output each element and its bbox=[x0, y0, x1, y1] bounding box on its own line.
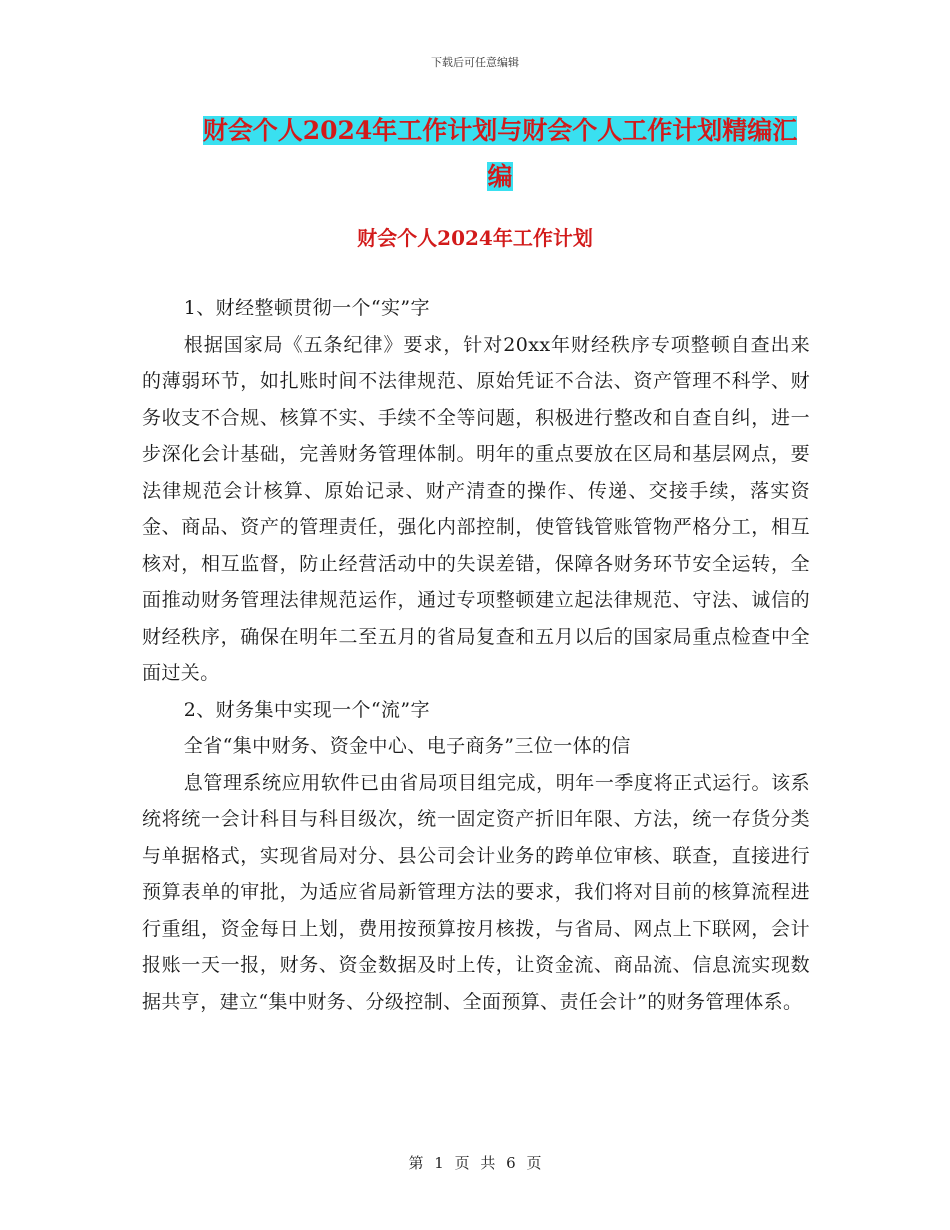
paragraph: 息管理系统应用软件已由省局项目组完成，明年一季度将正式运行。该系统将统一会计科目与科目级次，统一固定资产折旧年限、方法，统一存货分类与单据格式，实现省局对分、县公司会计业务的跨单位审核、联查，直接进行预算表单的审批，为适应省局新管理方法的要求，我们将对目前的核算流程进行重组，资金每日上划，费用按预算按月核拨，与省局、网点上下联网，会计报账一天一报，财务、资金数据及时上传，让资金流、商品流、信息流实现数据共亨，建立“集中财务、分级控制、全面预算、责任会计”的财务管理体系。 bbox=[142, 771, 810, 1013]
section-title: 财会个人2024年工作计划 bbox=[357, 226, 593, 250]
paragraph-heading-2: 2、财务集中实现一个“流”字 bbox=[183, 698, 430, 721]
paragraph-heading-1: 1、财经整顿贯彻一个“实”字 bbox=[183, 297, 430, 319]
body-text bbox=[142, 290, 810, 1020]
page-footer: 第 1 页 共 6 页 bbox=[408, 1154, 542, 1172]
title-line-1: 财会个人2024年工作计划与财会个人工作计划精编汇 bbox=[202, 116, 798, 145]
paragraph: 全省“集中财务、资金中心、电子商务”三位一体的信 bbox=[183, 735, 631, 757]
document-title bbox=[150, 108, 850, 200]
header-note: 下载后可任意编辑 bbox=[431, 56, 519, 69]
title-line-2: 编 bbox=[487, 162, 513, 191]
paragraph: 根据国家局《五条纪律》要求，针对20xx年财经秩序专项整顿自查出来的薄弱环节，如扎账时间不法律规范、原始凭证不合法、资产管理不科学、财务收支不合规、核算不实、手续不全等问题，积极进行整改和自查自纠，进一步深化会计基础，完善财务管理体制。明年的重点要放在区局和基层网点，要法律规范会计核算、原始记录、财产清查的操作、传递、交接手续，落实资金、商品、资产的管理责任，强化内部控制，使管钱管账管物严格分工，相互核对，相互监督，防止经营活动中的失误差错，保障各财务环节安全运转，全面推动财务管理法律规范运作，通过专项整顿建立起法律规范、守法、诚信的财经秩序，确保在明年二至五月的省局复查和五月以后的国家局重点检查中全面过关。 bbox=[142, 333, 810, 684]
